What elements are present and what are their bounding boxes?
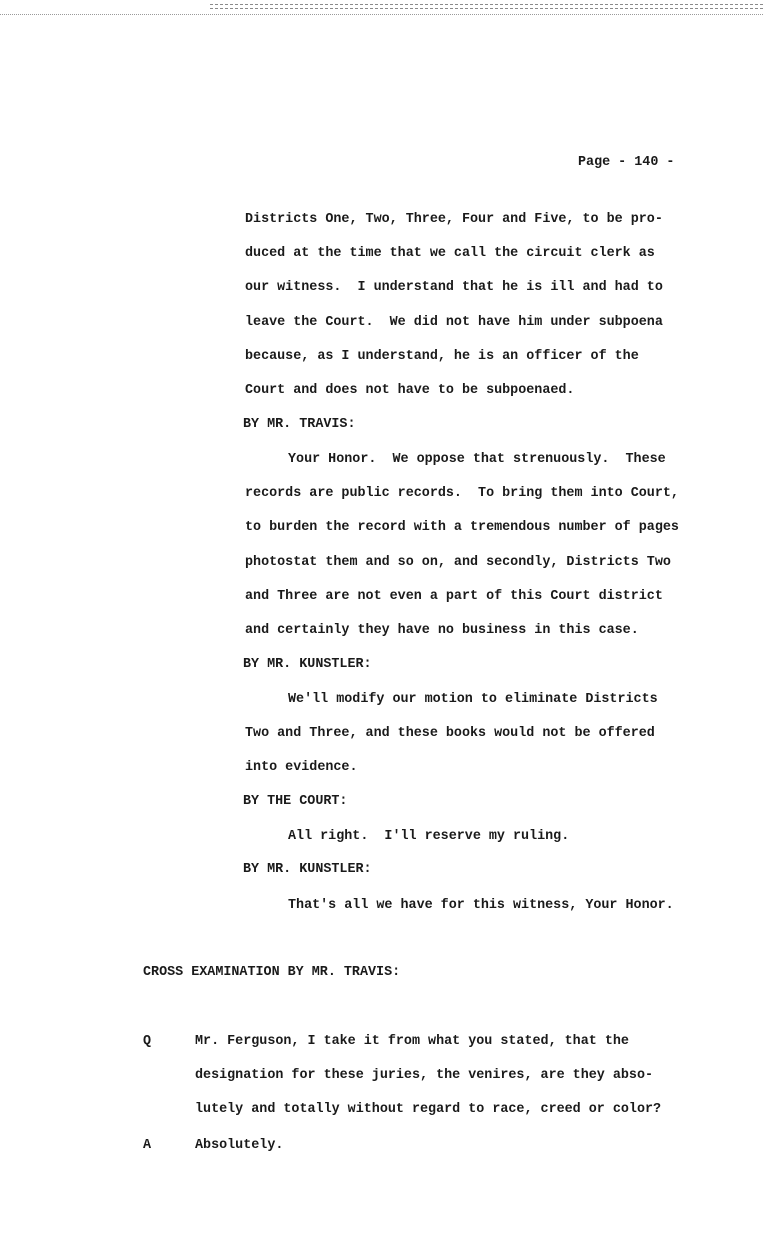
speaker-label: BY THE COURT:	[243, 794, 348, 809]
paragraph-line: to burden the record with a tremendous number of pages	[245, 520, 679, 535]
paragraph-line: We'll modify our motion to eliminate Districts	[288, 692, 658, 707]
paragraph-line: Court and does not have to be subpoenaed.	[245, 383, 575, 398]
paragraph-line: Your Honor. We oppose that strenuously. These	[288, 452, 666, 467]
paragraph-line: records are public records. To bring them into Court,	[245, 486, 679, 501]
paragraph-line: and certainly they have no business in this case.	[245, 623, 639, 638]
paragraph-line: Districts One, Two, Three, Four and Five, to be pro-	[245, 212, 663, 227]
paragraph-line: our witness. I understand that he is ill and had to	[245, 280, 663, 295]
paragraph-line: because, as I understand, he is an officer of the	[245, 349, 639, 364]
page-number: Page - 140 -	[578, 155, 675, 170]
paragraph-line: and Three are not even a part of this Court district	[245, 589, 663, 604]
question-marker: Q	[143, 1034, 152, 1049]
paragraph-line: All right. I'll reserve my ruling.	[288, 829, 570, 844]
answer-marker: A	[143, 1138, 152, 1153]
section-heading: CROSS EXAMINATION BY MR. TRAVIS:	[143, 965, 401, 980]
speaker-label: BY MR. TRAVIS:	[243, 417, 356, 432]
question-line: Mr. Ferguson, I take it from what you stated, that the	[195, 1034, 629, 1049]
answer-text: Absolutely.	[195, 1138, 284, 1153]
question-line: lutely and totally without regard to race, creed or color?	[195, 1102, 662, 1117]
page-top-edge	[0, 0, 763, 15]
paragraph-line: duced at the time that we call the circuit clerk as	[245, 246, 655, 261]
paragraph-line: into evidence.	[245, 760, 358, 775]
paragraph-line: leave the Court. We did not have him under subpoena	[245, 315, 663, 330]
speaker-label: BY MR. KUNSTLER:	[243, 862, 372, 877]
paragraph-line: That's all we have for this witness, Your Honor.	[288, 898, 674, 913]
scan-border-line	[210, 4, 763, 9]
paragraph-line: Two and Three, and these books would not be offered	[245, 726, 655, 741]
question-line: designation for these juries, the venires, are they abso-	[195, 1068, 654, 1083]
paragraph-line: photostat them and so on, and secondly, Districts Two	[245, 555, 671, 570]
speaker-label: BY MR. KUNSTLER:	[243, 657, 372, 672]
